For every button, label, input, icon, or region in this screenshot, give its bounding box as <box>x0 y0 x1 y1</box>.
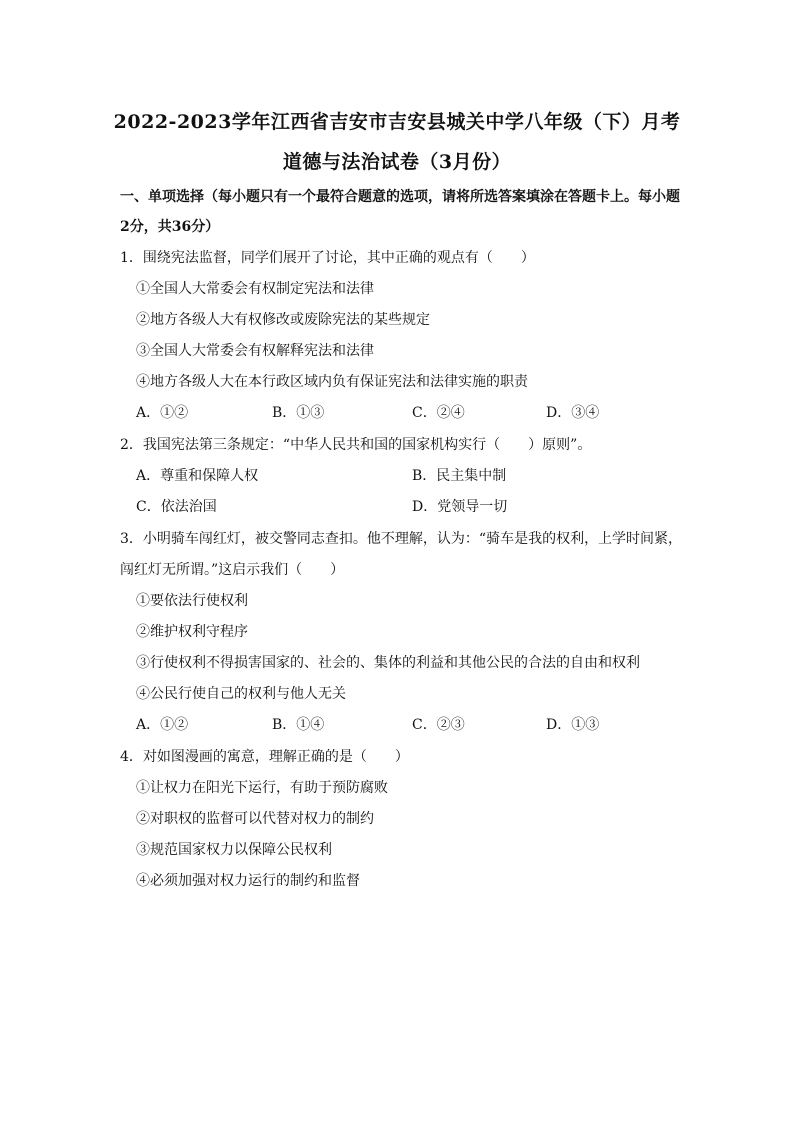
question-1-item-1: ①全国人大常委会有权制定宪法和法律 <box>136 281 374 297</box>
question-2-choice-d: D．党领导一切 <box>412 499 508 515</box>
question-2-choice-b: B．民主集中制 <box>412 468 507 484</box>
question-1-choice-c: C．②④ <box>412 405 465 421</box>
question-1-item-4: ④地方各级人大在本行政区域内负有保证宪法和法律实施的职责 <box>136 374 528 390</box>
question-3-item-4: ④公民行使自己的权利与他人无关 <box>136 686 346 702</box>
question-3-stem-line2: 闯红灯无所谓。”这启示我们（ ） <box>120 562 345 578</box>
question-1-item-3: ③全国人大常委会有权解释宪法和法律 <box>136 343 374 359</box>
question-4-item-3: ③规范国家权力以保障公民权利 <box>136 842 332 858</box>
question-4-stem: 4．对如图漫画的寓意，理解正确的是（ ） <box>120 749 409 765</box>
exam-title-line1: 2022-2023学年江西省吉安市吉安县城关中学八年级（下）月考 <box>113 111 681 133</box>
question-3-stem-line1: 3．小明骑车闯红灯，被交警同志查扣。他不理解，认为：“骑车是我的权利，上学时间紧， <box>120 531 683 547</box>
question-3-choice-c: C．②③ <box>412 717 465 733</box>
question-3-item-2: ②维护权利守程序 <box>136 624 248 640</box>
question-4-item-1: ①让权力在阳光下运行，有助于预防腐败 <box>136 780 388 796</box>
question-1-item-2: ②地方各级人大有权修改或废除宪法的某些规定 <box>136 312 430 328</box>
section-heading: 一、单项选择（每小题只有一个最符合题意的选项，请将所选答案填涂在答题卡上。每小题2分，共36分） <box>120 189 680 235</box>
question-1-stem: 1．围绕宪法监督，同学们展开了讨论，其中正确的观点有（ ） <box>120 250 535 266</box>
exam-title-line2: 道德与法治试卷（3月份） <box>282 151 512 173</box>
question-3-item-1: ①要依法行使权利 <box>136 593 248 609</box>
question-3-choice-a: A．①② <box>136 717 189 733</box>
question-1-choice-d: D．③④ <box>546 405 600 421</box>
question-2-choice-c: C．依法治国 <box>136 499 217 515</box>
question-4-item-4: ④必须加强对权力运行的制约和监督 <box>136 873 360 889</box>
question-3-item-3: ③行使权利不得损害国家的、社会的、集体的利益和其他公民的合法的自由和权利 <box>136 655 640 671</box>
question-3-choice-d: D．①③ <box>546 717 600 733</box>
question-2-stem: 2．我国宪法第三条规定：“中华人民共和国的国家机构实行（ ）原则”。 <box>120 437 592 453</box>
question-1-choice-a: A．①② <box>136 405 189 421</box>
question-1-choice-b: B．①③ <box>272 405 325 421</box>
question-3-choice-b: B．①④ <box>272 717 325 733</box>
question-4-item-2: ②对职权的监督可以代替对权力的制约 <box>136 811 374 827</box>
question-2-choice-a: A．尊重和保障人权 <box>136 468 259 484</box>
